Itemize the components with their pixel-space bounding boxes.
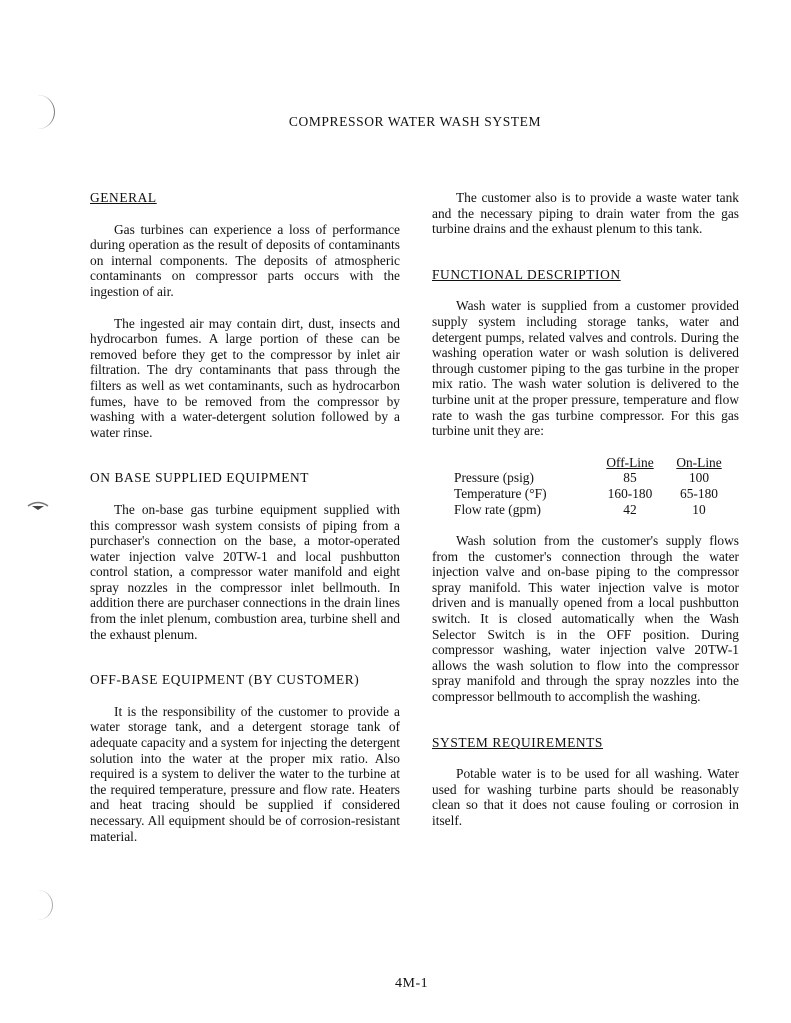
on-base-paragraph: The on-base gas turbine equipment supplied with this compressor wash system consists of piping from a purchaser's connection on the base, a motor-operated water injection valve 20TW-1 and local pushbutton control station, a compressor water manifold and eight spray nozzles in the compressor inlet bellmouth. In addition there are purchaser connections in the drain lines from the inlet plenum, combustion area, turbine shell and the exhaust plenum. [90,501,400,642]
table-cell-off-line: 85 [623,470,637,486]
general-paragraph-1: Gas turbines can experience a loss of performance during operation as the result of deposits of contaminants on internal components. The deposits of atmospheric contaminants on compressor parts occurs with the ingestion of air. [90,221,400,299]
table-row-label: Temperature (°F) [454,485,547,501]
table-cell-off-line: 42 [623,501,637,517]
page-number: 4M-1 [395,976,429,991]
right-column [432,190,739,829]
section-heading-general: GENERAL [90,190,157,205]
binder-hole-mark-bottom [34,890,53,920]
section-heading-functional: FUNCTIONAL DESCRIPTION [432,266,621,282]
table-cell-on-line: 10 [692,501,706,517]
waste-water-paragraph: The customer also is to provide a waste water tank and the necessary piping to drain water from the gas turbine drains and the exhaust plenum to this tank. [432,190,739,237]
binder-hole-mark-middle [26,497,50,515]
section-heading-on-base: ON BASE SUPPLIED EQUIPMENT [90,470,310,486]
table-row-label: Pressure (psig) [454,470,534,486]
table-header-blank [454,455,592,471]
off-base-paragraph: It is the responsibility of the customer to provide a water storage tank, and a detergent storage tank of adequate capacity and a system for injecting the detergent solution into the water at the proper mix ratio. Also required is a system to deliver the water to the turbine at the required temperature, pressure and flow rate. Heaters and heat tracing should be supplied if considered necessary. All equipment should be of corrosion-resistant material. [90,703,400,844]
table-row [454,470,730,486]
table-row [454,486,730,502]
wash-specs-table [454,455,730,517]
left-column [90,190,400,844]
table-cell-on-line: 65-180 [680,485,718,501]
table-header-off-line: Off-Line [606,454,654,470]
section-heading-off-base: OFF-BASE EQUIPMENT (BY CUSTOMER) [90,672,360,688]
table-cell-on-line: 100 [688,470,710,486]
functional-paragraph-1: Wash water is supplied from a customer provided supply system including storage tanks, water and detergent pumps, related valves and controls. During the washing operation water or wash solution is delivered through customer piping to the gas turbine in the proper mix ratio. The wash water solution is delivered to the turbine unit at the proper pressure, temperature and flow rate to wash the gas turbine compressor. For this gas turbine unit they are: [432,298,739,439]
table-row [454,502,730,518]
system-requirements-paragraph: Potable water is to be used for all washing. Water used for washing turbine parts should be reasonably clean so that it does not cause fouling or corrosion in itself. [432,766,739,828]
table-cell-off-line: 160-180 [607,485,653,501]
section-heading-system-requirements: SYSTEM REQUIREMENTS [432,734,603,750]
general-paragraph-2: The ingested air may contain dirt, dust, insects and hydrocarbon fumes. A large portion of these can be removed before they get to the compressor by inlet air filtration. The dry contaminants that pass through the filters as well as wet contaminants, such as hydrocarbon fumes, have to be removed from the compressor by washing with a water-detergent solution followed by a water rinse. [90,315,400,440]
page-title: COMPRESSOR WATER WASH SYSTEM [288,114,542,129]
table-header-row [454,455,730,471]
functional-paragraph-2: Wash solution from the customer's supply flows from the customer's connection through the water injection valve and on-base piping to the compressor spray manifold. This water injection valve is motor driven and is manually opened from a local pushbutton switch. It is closed automatically when the Wash Selector Switch is in the OFF position. During compressor washing, water injection valve 20TW-1 allows the wash solution to flow into the compressor spray manifold and through the spray nozzles into the compressor bellmouth to accomplish the washing. [432,533,739,705]
table-header-on-line: On-Line [676,454,722,470]
table-row-label: Flow rate (gpm) [454,501,542,517]
